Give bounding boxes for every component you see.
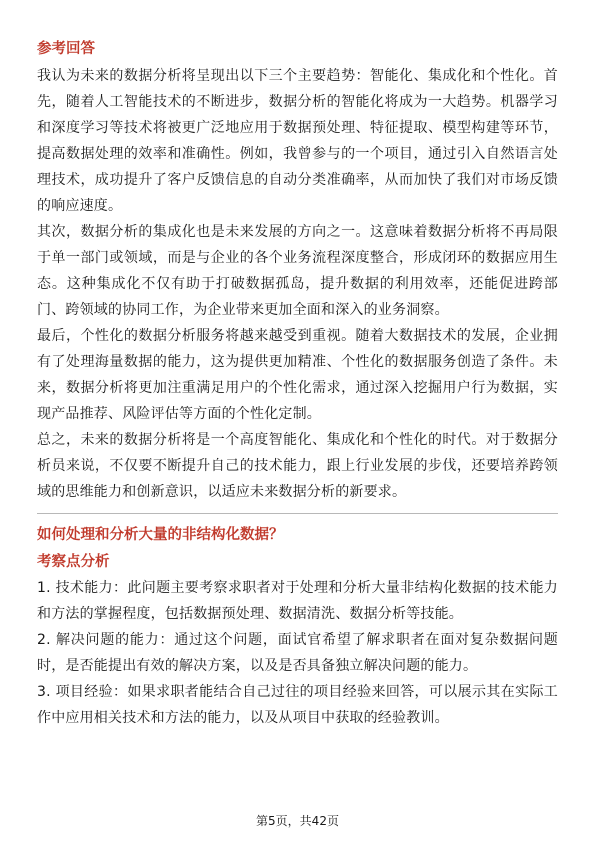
question-title: 如何处理和分析大量的非结构化数据？	[37, 527, 284, 543]
answer-paragraph-4: 总之，未来的数据分析将是一个高度智能化、集成化和个性化的时代。对于数据分析员来说，不仅要不断提升自己的技术能力，跟上行业发展的步伐，还要培养跨领域的思维能力和创新意识，以适应未来数据分析的新要求。	[37, 432, 558, 500]
answer-heading: 参考回答	[37, 41, 95, 57]
analysis-heading: 考察点分析	[37, 554, 110, 570]
answer-paragraph-1: 我认为未来的数据分析将呈现出以下三个主要趋势：智能化、集成化和个性化。首先，随着人工智能技术的不断进步，数据分析的智能化将成为一大趋势。机器学习和深度学习等技术将被更广泛地应用于数据预处理、特征提取、模型构建等环节，提高数据处理的效率和准确性。例如，我曾参与的一个项目，通过引入自然语言处理技术，成功提升了客户反馈信息的自动分类准确率，从而加快了我们对市场反馈的响应速度。	[37, 68, 558, 214]
answer-paragraph-3: 最后，个性化的数据分析服务将越来越受到重视。随着大数据技术的发展，企业拥有了处理海量数据的能力，这为提供更加精准、个性化的数据服务创造了条件。未来，数据分析将更加注重满足用户的个性化需求，通过深入挖掘用户行为数据，实现产品推荐、风险评估等方面的个性化定制。	[37, 328, 558, 422]
analysis-point-3: 3. 项目经验：如果求职者能结合自己过往的项目经验来回答，可以展示其在实际工作中应用相关技术和方法的能力，以及从项目中获取的经验教训。	[37, 684, 558, 726]
page-number-footer: 第5页，共42页	[256, 814, 339, 828]
analysis-point-2: 2. 解决问题的能力：通过这个问题，面试官希望了解求职者在面对复杂数据问题时，是否能提出有效的解决方案，以及是否具备独立解决问题的能力。	[37, 632, 558, 674]
section-divider	[37, 513, 558, 514]
page-content	[37, 38, 558, 731]
answer-paragraph-2: 其次，数据分析的集成化也是未来发展的方向之一。这意味着数据分析将不再局限于单一部门或领域，而是与企业的各个业务流程深度整合，形成闭环的数据应用生态。这种集成化不仅有助于打破数据孤岛，提升数据的利用效率，还能促进跨部门、跨领域的协同工作，为企业带来更加全面和深入的业务洞察。	[37, 224, 558, 318]
analysis-point-1: 1. 技术能力：此问题主要考察求职者对于处理和分析大量非结构化数据的技术能力和方法的掌握程度，包括数据预处理、数据清洗、数据分析等技能。	[37, 580, 558, 622]
